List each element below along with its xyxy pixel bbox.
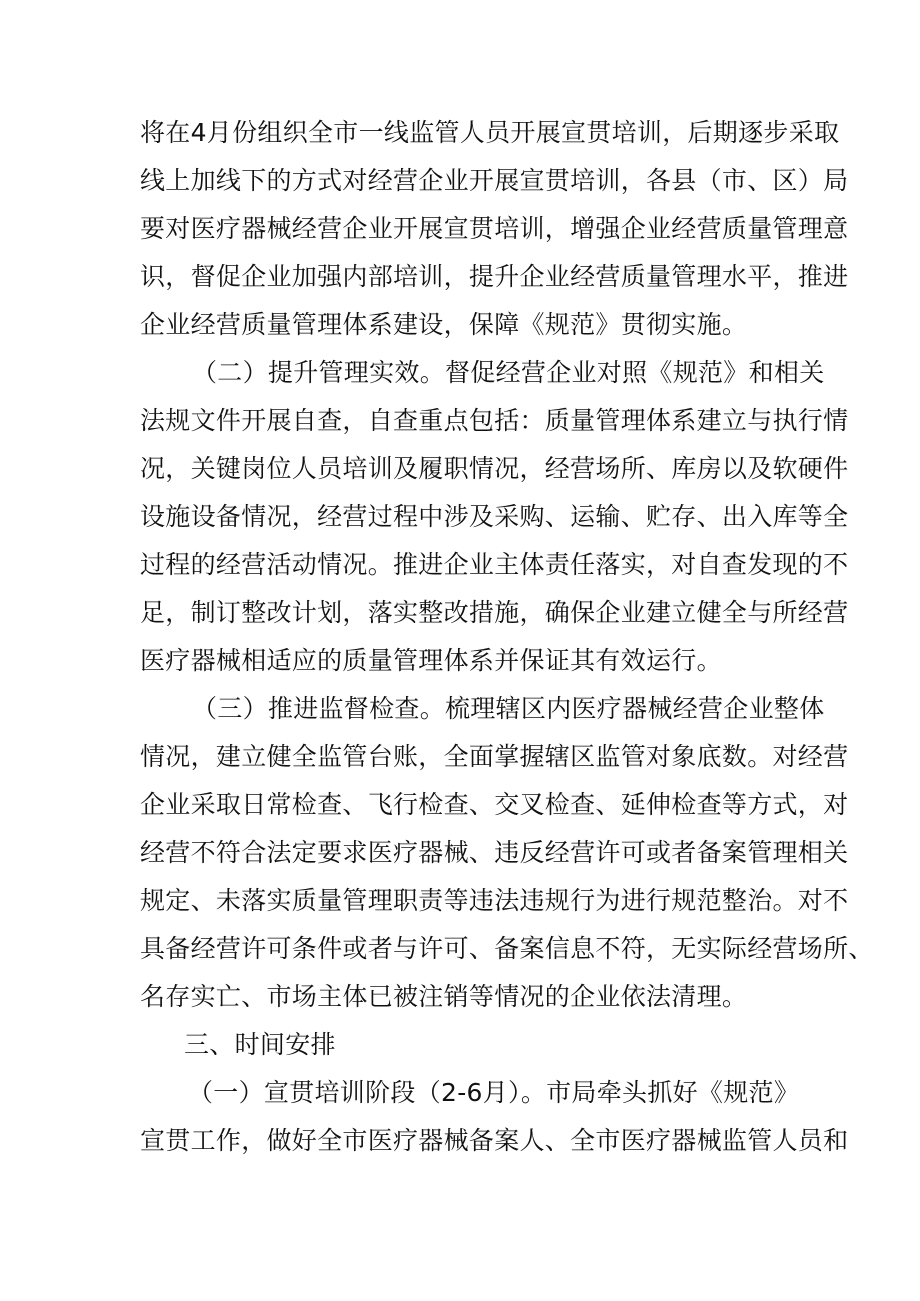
paragraph-line: 将在4月份组织全市一线监管人员开展宣贯培训，后期逐步采取 — [140, 118, 840, 147]
section-heading-one: （一）宣贯培训阶段（2-6月）。市局牵头抓好《规范》 — [188, 1078, 800, 1107]
paragraph-line: 企业经营质量管理体系建设，保障《规范》贯彻实施。 — [140, 310, 748, 339]
paragraph-line: 医疗器械相适应的质量管理体系并保证其有效运行。 — [140, 646, 722, 675]
paragraph-line: 经营不符合法定要求医疗器械、违反经营许可或者备案管理相关 — [140, 838, 849, 867]
section-heading-three: （三）推进监督检查。梳理辖区内医疗器械经营企业整体 — [192, 694, 825, 723]
paragraph-line: 识，督促企业加强内部培训，提升企业经营质量管理水平，推进 — [140, 262, 849, 291]
paragraph-line: 足，制订整改计划，落实整改措施，确保企业建立健全与所经营 — [140, 598, 849, 627]
section-heading-two: （二）提升管理实效。督促经营企业对照《规范》和相关 — [192, 358, 825, 387]
paragraph-line: 名存实亡、市场主体已被注销等情况的企业依法清理。 — [140, 982, 748, 1011]
paragraph-line: 宣贯工作，做好全市医疗器械备案人、全市医疗器械监管人员和 — [140, 1126, 849, 1155]
paragraph-line: 设施设备情况，经营过程中涉及采购、运输、贮存、出入库等全 — [140, 502, 849, 531]
paragraph-line: 线上加线下的方式对经营企业开展宣贯培训，各县（市、区）局 — [140, 166, 849, 195]
paragraph-line: 过程的经营活动情况。推进企业主体责任落实，对自查发现的不 — [140, 550, 849, 579]
paragraph-line: 规定、未落实质量管理职责等违法违规行为进行规范整治。对不 — [140, 886, 849, 915]
paragraph-line: 具备经营许可条件或者与许可、备案信息不符，无实际经营场所、 — [140, 934, 874, 963]
paragraph-line: 企业采取日常检查、飞行检查、交叉检查、延伸检查等方式，对 — [140, 790, 849, 819]
paragraph-line: 法规文件开展自查，自查重点包括：质量管理体系建立与执行情 — [140, 406, 849, 435]
paragraph-line: 情况，建立健全监管台账，全面掌握辖区监管对象底数。对经营 — [140, 742, 849, 771]
paragraph-line: 况，关键岗位人员培训及履职情况，经营场所、库房以及软硬件 — [140, 454, 849, 483]
chapter-heading: 三、时间安排 — [184, 1030, 336, 1059]
paragraph-line: 要对医疗器械经营企业开展宣贯培训，增强企业经营质量管理意 — [140, 214, 849, 243]
